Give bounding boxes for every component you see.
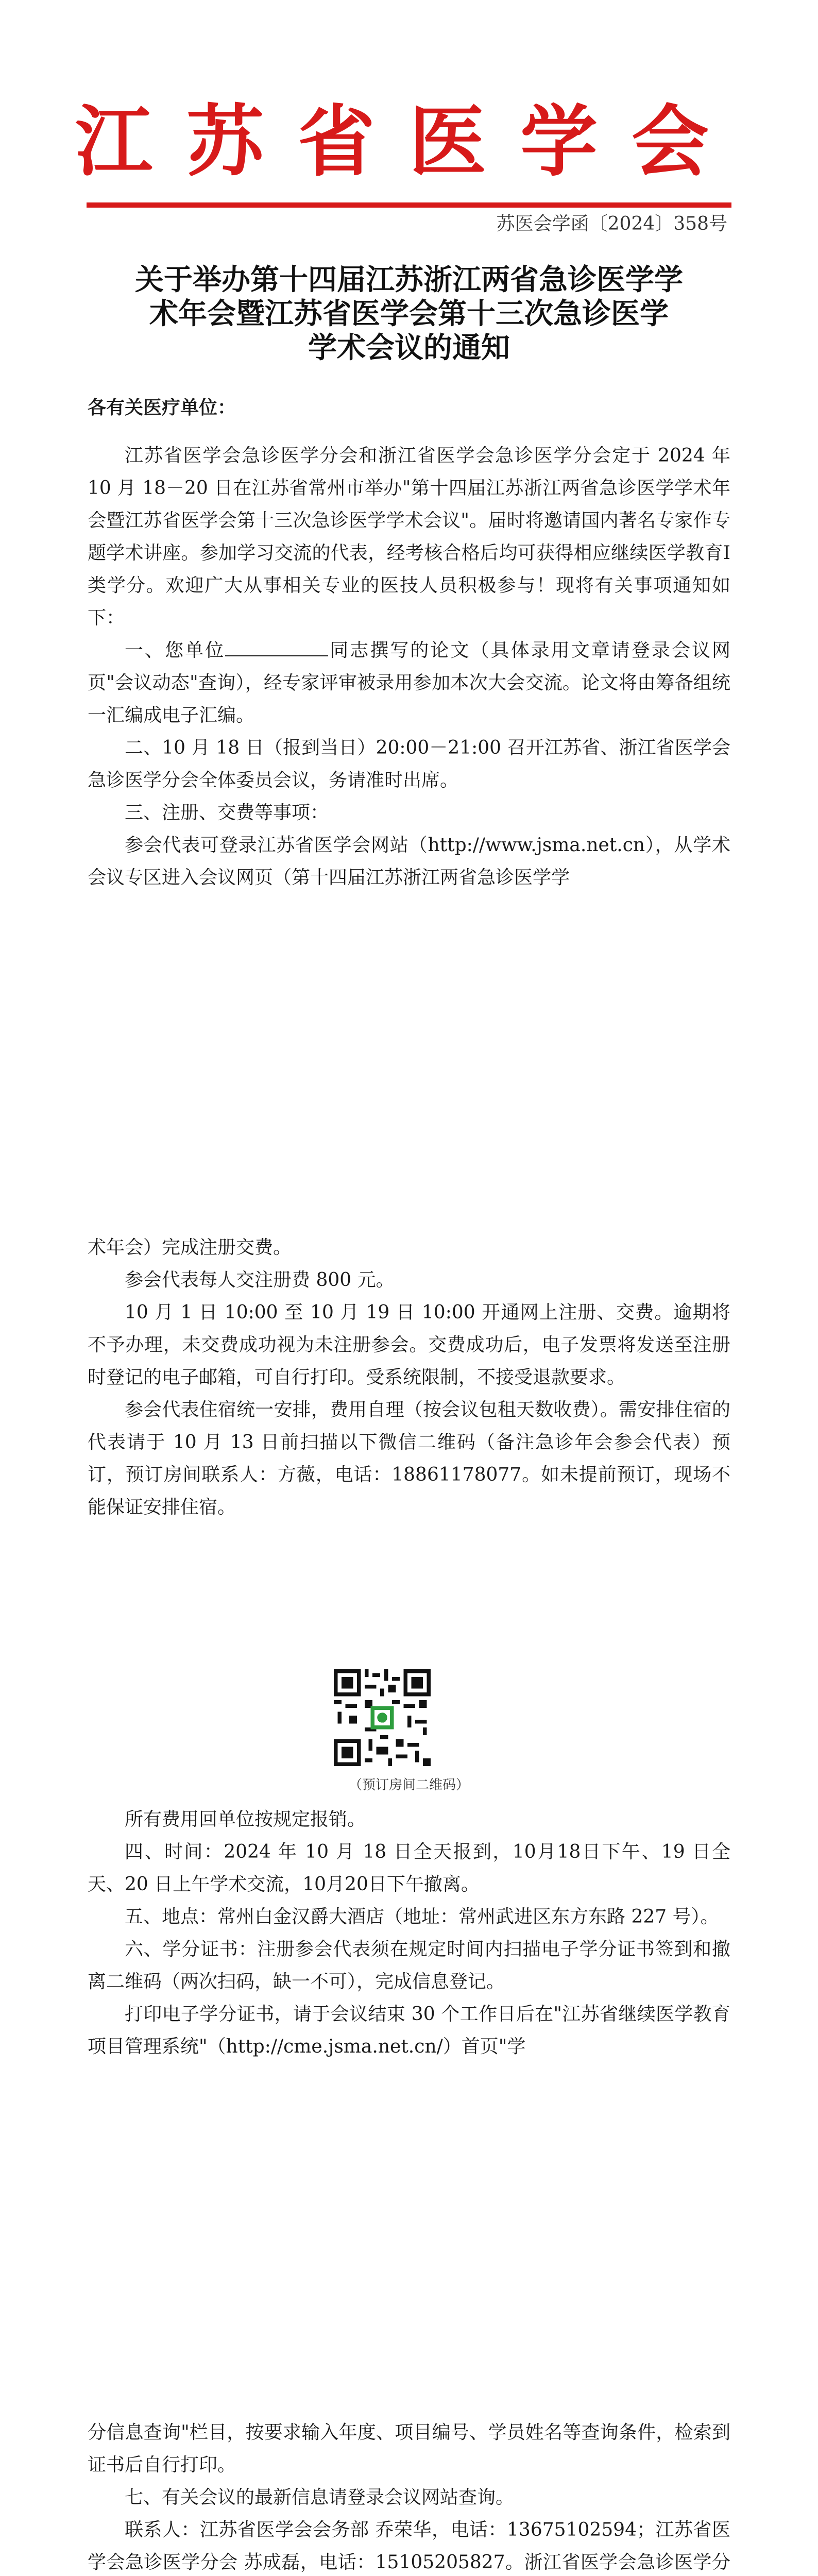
salutation: 各有关医疗单位：	[88, 397, 236, 418]
item-7-paragraph: 七、有关会议的最新信息请登录会议网站查询。	[125, 2487, 515, 2508]
title-line-3: 学术会议的通知	[308, 331, 510, 365]
title-line-1: 关于举办第十四届江苏浙江两省急诊医学学	[135, 263, 683, 297]
body-section-1	[88, 392, 730, 894]
qr-code-image[interactable]	[334, 1669, 431, 1766]
registration-paragraph: 参会代表可登录江苏省医学会网站（http://www.jsma.net.cn），从学术会议专区进入会议网页（第十四届江苏浙江两省急诊医学学	[88, 835, 730, 888]
item-3-heading: 三、注册、交费等事项：	[125, 802, 329, 823]
item-1-suffix: 同志撰写的论文（具体录用文章请登录会议网页"会议动态"查询），经专家评审被录用参加本次大会交流。论文将由筹备组统一汇编成电子汇编。	[88, 640, 730, 726]
registration-period-paragraph: 10 月 1 日 10:00 至 10 月 19 日 10:00 开通网上注册、交费。逾期将不予办理，未交费成功视为未注册参会。交费成功后，电子发票将发送至注册时登记的电子邮箱，可自行打印。受系统限制，不接受退款要求。	[88, 1302, 730, 1388]
reimburse-paragraph: 所有费用回单位按规定报销。	[125, 1809, 366, 1830]
masthead: 江苏省医学会	[75, 96, 743, 187]
body-section-2	[88, 1231, 730, 1523]
qr-caption: （预订房间二维码）	[348, 1777, 469, 1793]
item-4-paragraph: 四、时间：2024 年 10 月 18 日全天报到，10月18日下午、19 日全天、20 日上午学术交流，10月20日下午撤离。	[88, 1841, 730, 1895]
notice-title	[77, 263, 741, 365]
hotel-paragraph: 参会代表住宿统一安排，费用自理（按会议包租天数收费）。需安排住宿的代表请于 10 月 13 日前扫描以下微信二维码（备注急诊年会参会代表）预订，预订房间联系人：方薇，电话：18861178077。如未提前预订，现场不能保证安排住宿。	[88, 1399, 730, 1518]
fee-paragraph: 参会代表每人交注册费 800 元。	[125, 1269, 395, 1291]
certificate-paragraph: 打印电子学分证书，请于会议结束 30 个工作日后在"江苏省继续医学教育项目管理系统"（http://cme.jsma.net.cn/）首页"学	[88, 2004, 730, 2057]
item-5-paragraph: 五、地点：常州白金汉爵大酒店（地址：常州武进区东方东路 227 号）。	[125, 1906, 719, 1927]
item-1-paragraph	[88, 634, 730, 732]
masthead-rule	[87, 202, 731, 208]
intro-paragraph: 江苏省医学会急诊医学分会和浙江省医学会急诊医学分会定于 2024 年 10 月 18－20 日在江苏省常州市举办"第十四届江苏浙江两省急诊医学学术年会暨江苏省医学会第十三次急诊医学学术会议"。届时将邀请国内著名专家作专题学术讲座。参加学习交流的代表，经考核合格后均可获得相应继续医学教育Ⅰ类学分。欢迎广大从事相关专业的医技人员积极参与！现将有关事项通知如下：	[88, 445, 730, 629]
item-6-paragraph: 六、学分证书：注册参会代表须在规定时间内扫描电子学分证书签到和撤离二维码（两次扫码，缺一不可），完成信息登记。	[88, 1939, 730, 1992]
body-section-3	[88, 1803, 730, 2063]
title-line-2: 术年会暨江苏省医学会第十三次急诊医学	[149, 297, 669, 331]
item-2-paragraph: 二、10 月 18 日（报到当日）20:00－21:00 召开江苏省、浙江省医学会急诊医学分会全体委员会议，务请准时出席。	[88, 737, 730, 791]
blank-line	[225, 640, 328, 656]
registration-tail: 术年会）完成注册交费。	[88, 1237, 292, 1258]
body-section-4	[88, 2416, 730, 2576]
document-number: 苏医会学函〔2024〕358号	[496, 213, 727, 234]
certificate-tail: 分信息查询"栏目，按要求输入年度、项目编号、学员姓名等查询条件，检索到证书后自行打印。	[88, 2422, 730, 2476]
item-1-prefix: 一、您单位	[125, 640, 226, 661]
contacts-paragraph: 联系人：江苏省医学会会务部 乔荣华，电话：13675102594；江苏省医学会急诊医学分会 苏成磊，电话：15105205827。浙江省医学会急诊医学分	[88, 2519, 730, 2573]
